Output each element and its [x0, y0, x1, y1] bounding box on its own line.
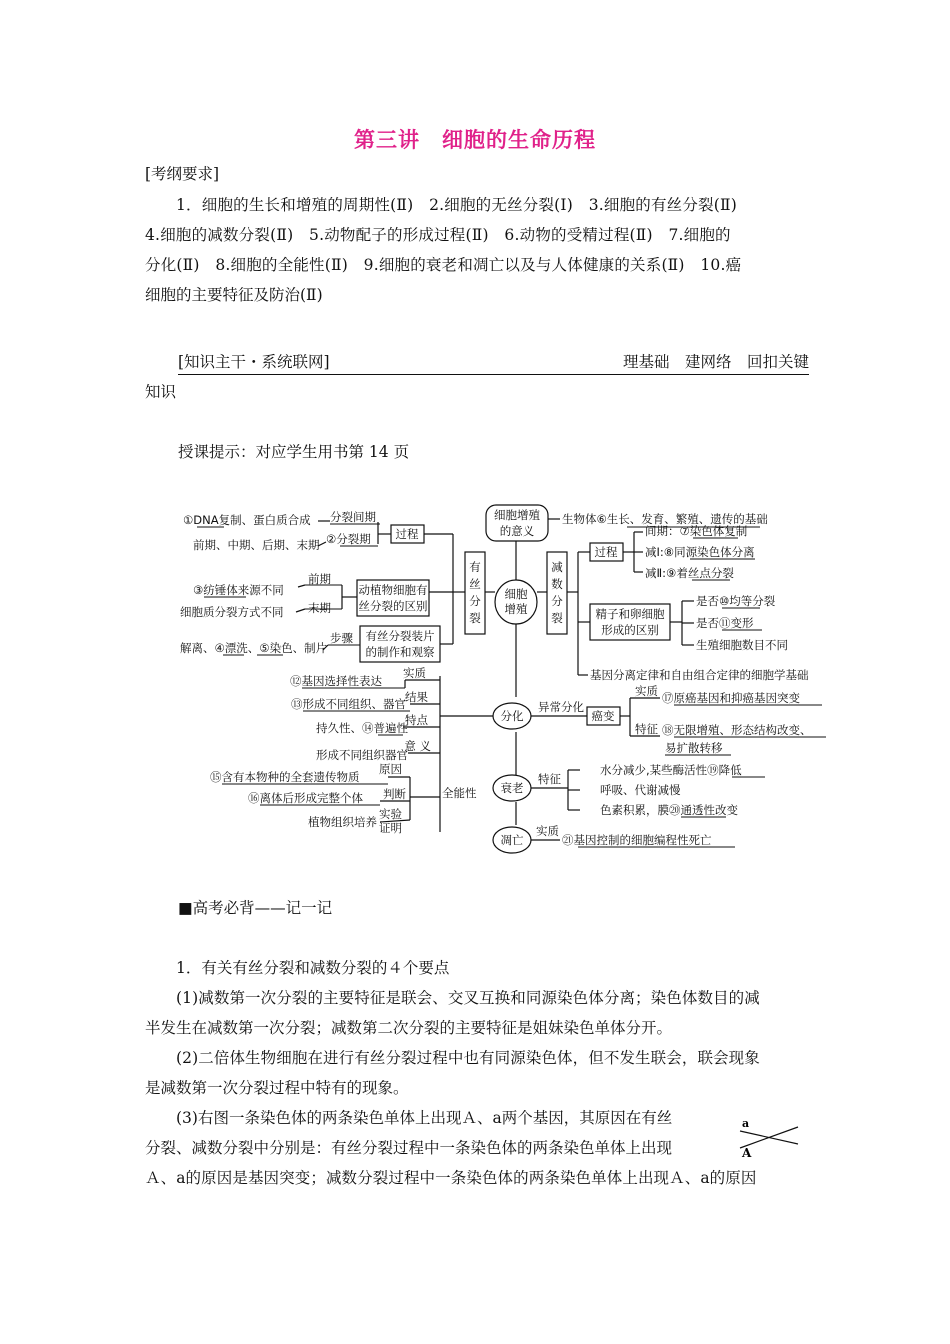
organism-basis-text: 生物体⑥生长、发育、繁殖、遗传的基础 [562, 512, 768, 526]
gamete-diff-text: 精子和卵细胞 [595, 607, 665, 621]
mitosis-label: 分 [469, 594, 481, 608]
interphase-meiosis-text: 间期：⑦染色体复制 [645, 524, 748, 538]
meiosis-label: 分 [551, 594, 563, 608]
form-organs-text: 形成不同组织器官 [316, 748, 408, 762]
unlimited-growth-text: ⑱无限增殖、形态结构改变、 [662, 723, 812, 737]
judge-tag: 判断 [383, 787, 406, 801]
water-reduce-text: 水分减少,某些酶活性⑲降低 [600, 763, 742, 777]
equal-division-text: 是否⑩均等分裂 [696, 594, 776, 608]
section-subtitle: 理基础 建网络 回扣关键 [622, 353, 809, 371]
interphase-text: 分裂间期 [330, 510, 376, 524]
spindle-source-text: ③纺锤体来源不同 [193, 583, 284, 597]
process-label-left: 过程 [395, 527, 419, 541]
mitosis-label: 有 [469, 560, 481, 574]
plant-culture-text: 植物组织培养 [308, 815, 377, 829]
cancer-essence-tag: 实质 [635, 684, 658, 698]
point-line: (2)二倍体生物细胞在进行有丝分裂过程中也有同源染色体，但不发生联会，联会现象 [176, 1049, 760, 1067]
exam-requirements-line: 1．细胞的生长和增殖的周期性(Ⅱ) 2.细胞的无丝分裂(Ⅰ) 3.细胞的有丝分裂(Ⅱ) [176, 196, 738, 214]
mitosis-label: 丝 [469, 577, 481, 591]
result-tag: 结果 [405, 690, 428, 704]
point-line: 分裂、减数分裂中分别是：有丝分裂过程中一条染色体的两条染色单体上出现 [145, 1139, 673, 1157]
prophase-text: 前期 [308, 572, 331, 586]
allele-a-label: a [742, 1117, 750, 1130]
exam-requirements-line: 4.细胞的减数分裂(Ⅱ) 5.动物配子的形成过程(Ⅱ) 6.动物的受精过程(Ⅱ) 7.细胞的 [145, 226, 731, 244]
phases-text: 前期、中期、后期、末期 [193, 538, 320, 552]
plant-animal-diff-text: 动植物细胞有 [358, 583, 428, 597]
apoptosis-essence-tag: 实质 [536, 824, 559, 838]
feature-tag: 特点 [405, 713, 428, 727]
page-title: 第三讲 细胞的生命历程 [354, 127, 596, 152]
totipotency-tag: 全能性 [442, 786, 477, 800]
allele-A-label: A [742, 1146, 752, 1160]
plant-animal-diff-text: 丝分裂的区别 [358, 599, 428, 613]
germ-cell-count-text: 生殖细胞数目不同 [696, 638, 788, 652]
apoptosis-label: 凋亡 [500, 833, 524, 847]
section-header [178, 350, 809, 375]
telophase-text: 末期 [308, 601, 331, 615]
section-title: [知识主干・系统联网] [178, 353, 330, 371]
exam-requirements-line: 细胞的主要特征及防治(Ⅱ) [145, 286, 323, 304]
meaning-tag: 意 义 [404, 739, 431, 753]
proliferation-significance-text: 的意义 [499, 524, 535, 538]
point-line: Ａ、a的原因是基因突变；减数分裂过程中一条染色体的两条染色单体上出现Ａ、a的原因 [145, 1169, 757, 1187]
exam-memorize-heading: ■高考必背——记一记 [178, 899, 333, 917]
experiment-tag: 实验 [379, 807, 402, 821]
oncogene-text: ⑰原癌基因和抑癌基因突变 [662, 691, 800, 705]
gamete-diff-text: 形成的区别 [601, 623, 659, 637]
pigment-text: 色素积累，膜⑳通透性改变 [600, 803, 738, 817]
persistence-text: 持久性、⑭普遍性 [316, 721, 408, 735]
meiosis-2-text: 减Ⅱ:⑨着丝点分裂 [645, 566, 734, 580]
essence-tag: 实质 [403, 666, 426, 680]
differentiation-label: 分化 [500, 709, 524, 723]
isolated-whole-text: ⑯离体后形成完整个体 [248, 791, 363, 805]
full-genetic-text: ⑮含有本物种的全套遗传物质 [210, 770, 360, 784]
meiosis-label: 减 [551, 560, 563, 574]
cell-proliferation-label: 细胞 [504, 587, 528, 601]
genetic-laws-text: 基因分离定律和自由组合定律的细胞学基础 [590, 668, 809, 682]
concept-map [140, 492, 830, 857]
deformation-text: 是否⑪变形 [696, 616, 754, 630]
meiosis-1-text: 减Ⅰ:⑧同源染色体分离 [645, 545, 755, 559]
point-heading: 1．有关有丝分裂和减数分裂的４个要点 [176, 959, 450, 977]
abnormal-diff-text: 异常分化 [538, 700, 584, 714]
cytokinesis-text: 细胞质分裂方式不同 [180, 605, 284, 619]
dna-replication-text: ①DNA复制、蛋白质合成 [183, 513, 311, 527]
chromatid-figure [736, 1112, 806, 1160]
programmed-death-text: ㉑基因控制的细胞编程性死亡 [562, 833, 712, 847]
mitosis-label: 裂 [469, 611, 481, 625]
spread-text: 易扩散转移 [665, 741, 723, 755]
point-line: (3)右图一条染色体的两条染色单体上出现Ａ、a两个基因，其原因在有丝 [176, 1109, 673, 1127]
form-tissue-text: ⑬形成不同组织、器官 [291, 697, 406, 711]
process-label-right: 过程 [594, 545, 618, 559]
cancer-feature-tag: 特征 [635, 722, 658, 736]
gene-selective-text: ⑫基因选择性表达 [290, 674, 382, 688]
point-line: 是减数第一次分裂过程中特有的现象。 [145, 1079, 409, 1097]
senescence-label: 衰老 [500, 781, 524, 795]
section-subtitle-wrap: 知识 [145, 383, 177, 401]
cancer-label: 癌变 [591, 709, 615, 723]
lecture-hint: 授课提示：对应学生用书第 14 页 [178, 443, 410, 461]
cause-tag: 原因 [379, 762, 402, 776]
exam-requirements-line: 分化(Ⅱ) 8.细胞的全能性(Ⅱ) 9.细胞的衰老和凋亡以及与人体健康的关系(Ⅱ) 10.癌 [145, 256, 742, 274]
slide-prep-text: 的制作和观察 [365, 645, 435, 659]
metabolism-text: 呼吸、代谢减慢 [600, 783, 681, 797]
cell-proliferation-label: 增殖 [504, 602, 528, 616]
meiosis-label: 裂 [551, 611, 563, 625]
slide-prep-text: 有丝分裂装片 [365, 629, 435, 643]
point-line: (1)减数第一次分裂的主要特征是联会、交叉互换和同源染色体分离；染色体数目的减 [176, 989, 760, 1007]
division-phase-text: ②分裂期 [326, 532, 371, 546]
steps-text: 步骤 [330, 631, 353, 645]
proliferation-significance-text: 细胞增殖 [494, 508, 540, 522]
senescence-feature-tag: 特征 [538, 772, 561, 786]
point-line: 半发生在减数第一次分裂；减数第二次分裂的主要特征是姐妹染色单体分开。 [145, 1019, 673, 1037]
meiosis-label: 数 [551, 577, 563, 591]
exam-requirements-label: [考纲要求] [145, 165, 220, 183]
prove-tag: 证明 [379, 821, 402, 835]
slide-steps-text: 解离、④漂洗、⑤染色、制片 [180, 641, 328, 655]
chromatid-line [740, 1127, 798, 1148]
